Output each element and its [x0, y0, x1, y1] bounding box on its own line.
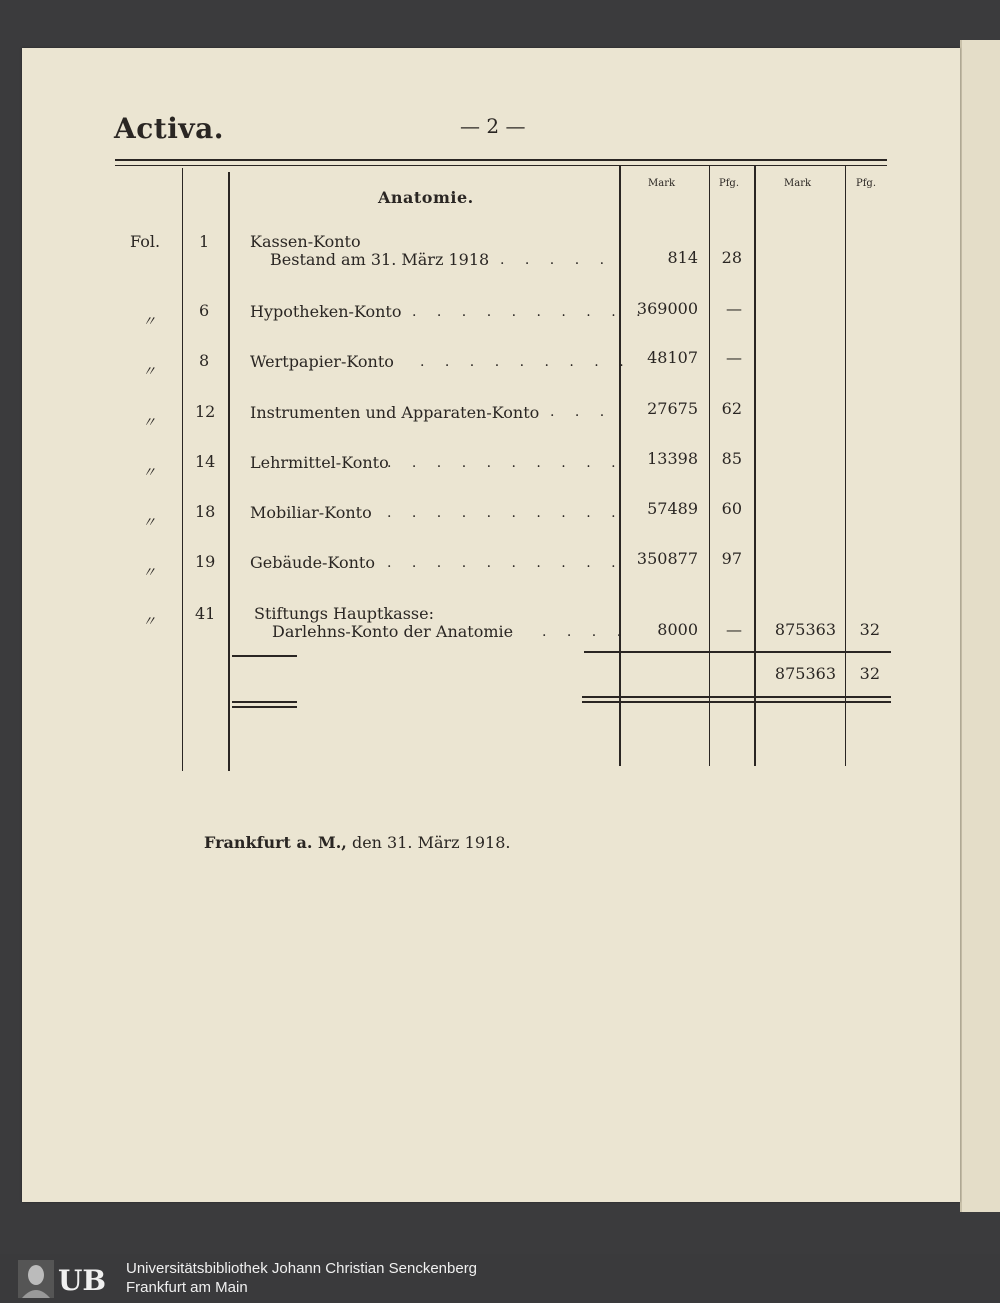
sum-rule-left	[232, 655, 297, 657]
logo-letters: UB	[58, 1264, 107, 1297]
fol-number: 8	[199, 351, 210, 370]
mark-value: 57489	[647, 499, 698, 518]
pfg-value: —	[726, 348, 742, 367]
leader-dots: . . . . . . . . . .	[387, 455, 624, 471]
account-detail: Bestand am 31. März 1918	[270, 250, 490, 269]
col-head-pfg-1: Pfg.	[719, 178, 740, 189]
account-name: Wertpapier-Konto	[250, 352, 394, 371]
pfg-value: —	[726, 620, 742, 639]
col-line-fol	[182, 168, 183, 771]
account-name: Instrumenten und Apparaten-Konto	[250, 403, 540, 422]
col-head-pfg-2: Pfg.	[856, 178, 877, 189]
page-number: — 2 —	[460, 114, 526, 138]
account-name: Lehrmittel-Konto	[250, 453, 389, 472]
signature-date: den 31. März 1918.	[351, 833, 511, 852]
leader-dots: . . . . . . . . . .	[387, 505, 624, 521]
col-head-mark-2: Mark	[784, 178, 812, 189]
col-line-pfg1	[709, 166, 710, 766]
pfg-value: 85	[721, 449, 742, 468]
account-name: Mobiliar-Konto	[250, 503, 372, 522]
document-page	[22, 48, 960, 1202]
subtotal-pfg: 32	[859, 620, 880, 639]
pfg-value: 60	[721, 499, 742, 518]
fol-number: 41	[195, 604, 216, 623]
account-name: Gebäude-Konto	[250, 553, 375, 572]
mark-value: 814	[667, 248, 698, 267]
closing-rule-right-2	[582, 701, 891, 703]
mark-value: 8000	[657, 620, 698, 639]
fol-number: 19	[195, 552, 216, 571]
mark-value: 48107	[647, 348, 698, 367]
section-title: Anatomie.	[378, 188, 474, 207]
leader-dots: . . . . .	[500, 252, 613, 268]
pfg-value: 62	[721, 399, 742, 418]
leader-dots: . . . . . . . . . .	[412, 304, 649, 320]
pfg-value: 28	[721, 248, 742, 267]
ditto-mark: 〃	[142, 515, 156, 531]
fol-number: 14	[195, 452, 216, 471]
page-heading: Activa.	[114, 112, 225, 145]
mark-value: 350877	[636, 549, 698, 568]
fol-prefix: Fol.	[130, 232, 161, 251]
leader-dots: . . .	[550, 404, 613, 420]
signature-line	[204, 833, 510, 852]
sum-rule-right	[584, 651, 891, 653]
fol-number: 6	[199, 301, 210, 320]
leader-dots: . . . . . . . . . .	[387, 555, 624, 571]
closing-rule-left-2	[232, 706, 297, 708]
ditto-mark: 〃	[142, 614, 156, 630]
ditto-mark: 〃	[142, 565, 156, 581]
ditto-mark: 〃	[142, 364, 156, 380]
pfg-value: —	[726, 299, 742, 318]
top-rule	[115, 159, 887, 161]
adjacent-page-edge	[960, 40, 1000, 1212]
ub-logo[interactable]	[18, 1260, 116, 1298]
closing-rule-left-1	[232, 701, 297, 703]
portrait-emblem-icon	[18, 1260, 116, 1298]
leader-dots: . . . . . . . . .	[420, 354, 632, 370]
subtotal-mark: 875363	[774, 620, 836, 639]
col-line-pfg2	[845, 166, 846, 766]
mark-value: 27675	[647, 399, 698, 418]
account-detail: Darlehns-Konto der Anatomie	[272, 622, 514, 641]
institution-city: Frankfurt am Main	[126, 1279, 248, 1296]
col-line-desc	[228, 172, 230, 771]
grand-total-mark: 875363	[774, 664, 836, 683]
grand-total-pfg: 32	[859, 664, 880, 683]
account-name: Kassen-Konto	[250, 232, 361, 251]
ditto-mark: 〃	[142, 465, 156, 481]
ditto-mark: 〃	[142, 415, 156, 431]
top-rule-thin	[115, 165, 887, 166]
mark-value: 13398	[647, 449, 698, 468]
fol-number: 18	[195, 502, 216, 521]
leader-dots: . . . .	[542, 624, 630, 640]
footer-bar	[0, 1254, 1000, 1303]
col-head-mark-1: Mark	[648, 178, 676, 189]
account-name: Hypotheken-Konto	[250, 302, 402, 321]
institution-name: Universitätsbibliothek Johann Christian Senckenberg	[126, 1260, 478, 1277]
fol-number: 12	[195, 402, 216, 421]
closing-rule-right-1	[582, 696, 891, 698]
ditto-mark: 〃	[142, 314, 156, 330]
fol-number: 1	[199, 232, 210, 251]
mark-value: 369000	[636, 299, 698, 318]
signature-place: Frankfurt a. M.,	[204, 833, 347, 852]
account-name: Stiftungs Hauptkasse:	[254, 604, 434, 623]
col-line-mark2	[754, 166, 756, 766]
pfg-value: 97	[721, 549, 742, 568]
